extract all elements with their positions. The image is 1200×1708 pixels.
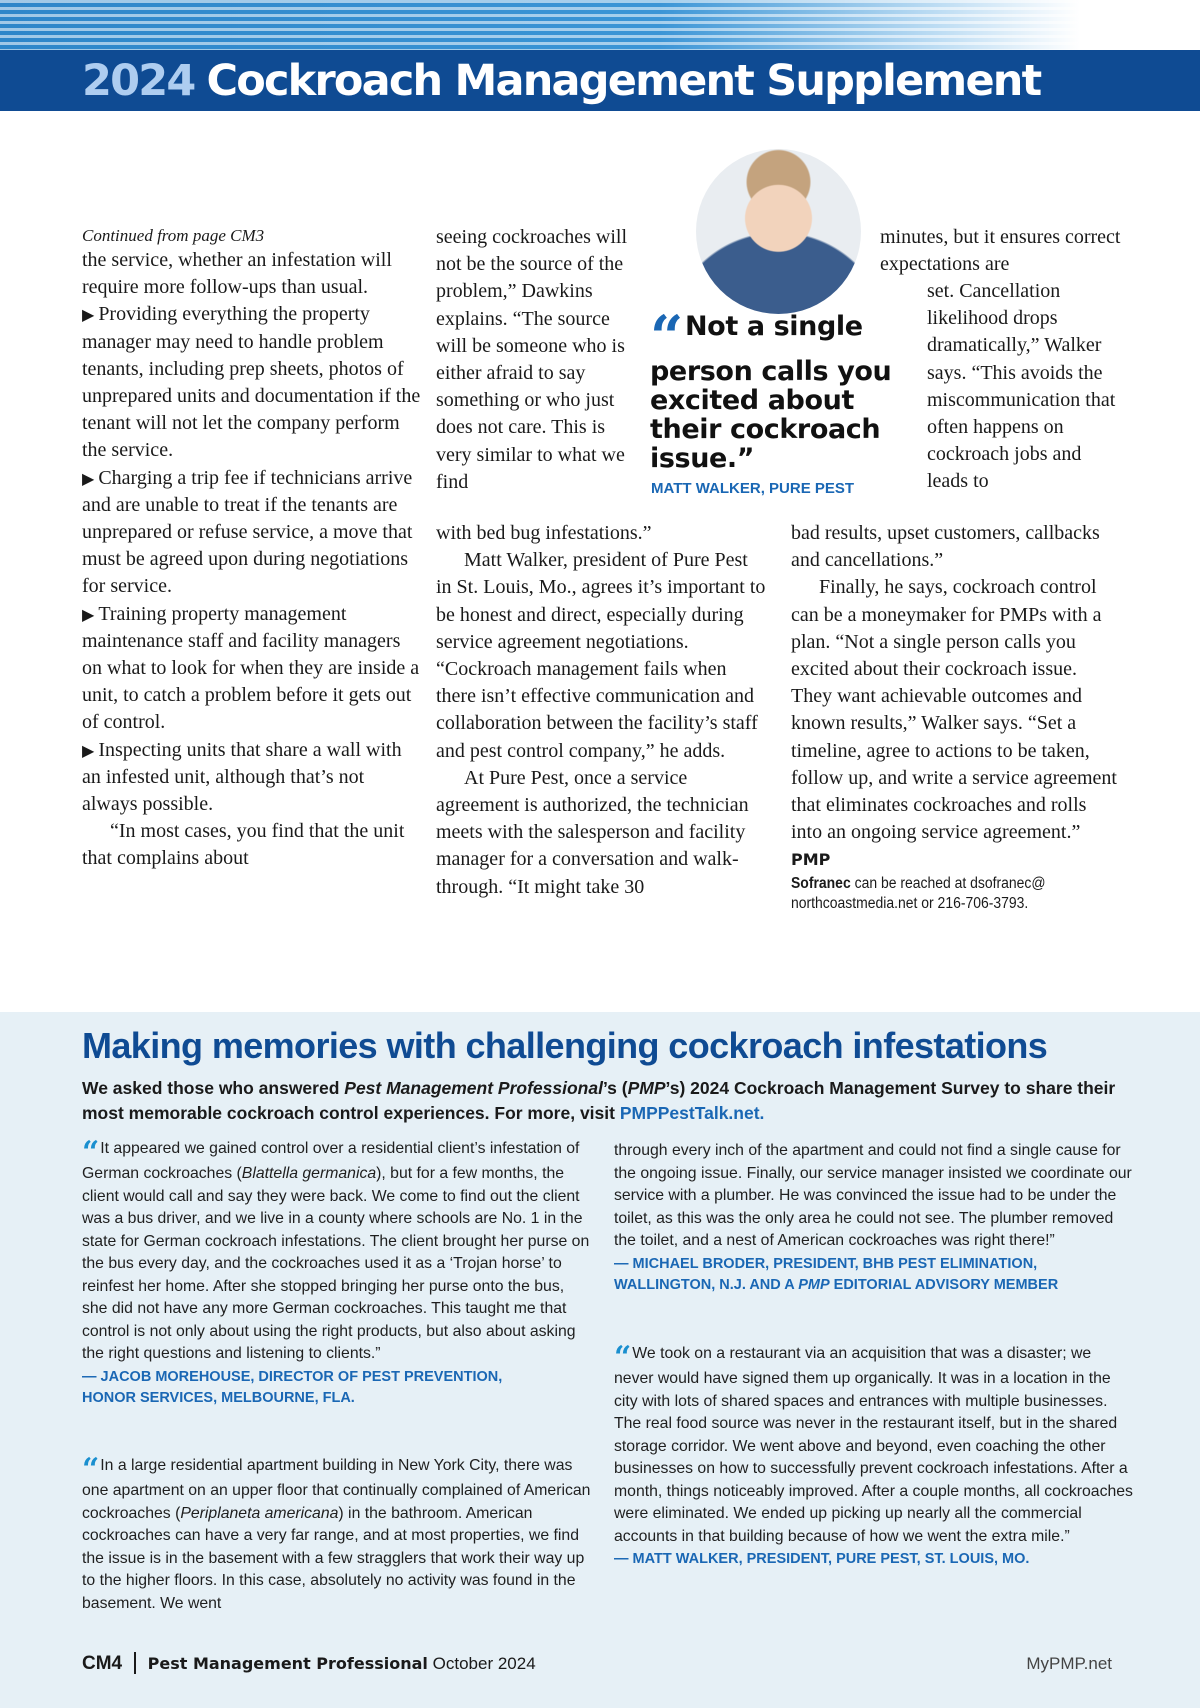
footer-divider: [134, 1652, 136, 1674]
quote-mark-icon: “: [650, 303, 683, 371]
quote-mark-icon: “: [82, 1452, 100, 1487]
bullet-item: ▶ Providing everything the property manager may need to handle problem tenants, including prep sheets, photos of unprepared units and documentation if the tenant will not let the company perform the service.: [82, 303, 421, 462]
paragraph: At Pure Pest, once a service agreement is authorized, the technician meets with the salesperson and facility manager for a conversation and walk-through. “It might take 30: [436, 766, 749, 898]
paragraph: with bed bug infestations.”: [436, 522, 652, 544]
contact-line: Sofranec can be reached at dsofranec@ northcoastmedia.net or 216-706-3793.: [791, 874, 1046, 912]
quote-mark-icon: “: [614, 1340, 632, 1375]
article-column-3-wrap: set. Cancellation likelihood drops dramatically,” Walker says. “This avoids the miscommunication that often happens on cockroach jobs and leads to: [927, 280, 1116, 493]
survey-quote-3: [614, 1340, 1134, 1570]
pull-quote-text: Not a single person calls you excited about their cockroach issue.”: [650, 311, 892, 474]
sidebar-title: Making memories with challenging cockroach infestations: [82, 1025, 1048, 1066]
bullet-arrow-icon: ▶: [82, 305, 95, 325]
quote-attribution: — MICHAEL BRODER, PRESIDENT, BHB PEST ELIMINATION, WALLINGTON, N.J. AND A PMP EDITORIAL ADVISORY MEMBER: [614, 1255, 1059, 1293]
title-text: Cockroach Management Supplement: [206, 56, 1041, 106]
paragraph: “In most cases, you find that the unit that complains about: [82, 820, 405, 870]
page-number: CM4: [82, 1653, 123, 1674]
title-year: 2024: [82, 56, 195, 106]
portrait-photo: [696, 149, 861, 314]
survey-quote-2: [82, 1452, 592, 1615]
article-column-2-top: seeing cockroaches will not be the source of the problem,” Dawkins explains. “The source will be someone who is either afraid to say something or who just does not care. This is very similar to what we find: [436, 226, 628, 493]
article-column-2: [436, 520, 766, 901]
bullet-arrow-icon: ▶: [82, 468, 95, 488]
paragraph: Matt Walker, president of Pure Pest in St. Louis, Mo., agrees it’s important to be honest and direct, especially during service agreement negotiations. “Cockroach management fails when there isn’t effective communication and collaboration between the facility’s staff and pest control company,” he adds.: [436, 549, 766, 762]
pull-quote-attribution: MATT WALKER, PURE PEST: [651, 480, 855, 497]
magazine-name: Pest Management Professional: [147, 1654, 428, 1673]
quote-mark-icon: “: [82, 1135, 100, 1170]
quote-text: “In a large residential apartment building in New York City, there was one apartment on an upper floor that continually complained of American cockroaches (Periplaneta americana) in the bathroom. American cockroaches can have a very far range, and at most properties, we find the issue is in the basement with a few stragglers that work their way up to the higher floors. In this case, absolutely no activity was found in the basement. We went: [82, 1452, 591, 1612]
issue-date: October 2024: [432, 1654, 536, 1673]
footer-site[interactable]: MyPMP.net: [1026, 1654, 1112, 1673]
quote-text: “It appeared we gained control over a residential client’s infestation of German cockroaches (Blattella germanica), but for a few months, the client would call and say they were back. We come to find out the client was a bus driver, and we live in a county where schools are No. 1 in the state for German cockroach infestations. The client brought her purse on the bus every day, and the cockroaches used it as a ‘Trojan horse’ to reinfest her home. After she stopped bringing her purse onto the bus, she did not have any more German cockroaches. This taught me that control is not only about using the right products, but also about asking the right questions and listening to clients.”: [82, 1135, 590, 1362]
quote-text: through every inch of the apartment and could not find a single cause for the ongoing issue. Finally, our service manager insisted we coordinate our service with a plumber. He was convinced the issue had to be under the toilet, as this was the only area he could not see. The plumber removed the toilet, and a nest of American cockroaches was right there!”: [614, 1142, 1132, 1249]
bullet-item: ▶ Inspecting units that share a wall with an infested unit, although that’s not always possible.: [82, 738, 402, 816]
article-column-1: [82, 224, 422, 873]
survey-quote-1: [82, 1135, 592, 1409]
bullet-item: ▶ Charging a trip fee if technicians arrive and are unable to treat if the tenants are unprepared or refuse service, a move that must be agreed upon during negotiations for service.: [82, 466, 413, 598]
footer: [82, 1652, 536, 1675]
sidebar-link[interactable]: PMPPestTalk.net.: [619, 1103, 765, 1123]
quote-attribution: — JACOB MOREHOUSE, DIRECTOR OF PEST PREVENTION, HONOR SERVICES, MELBOURNE, FLA.: [82, 1368, 503, 1406]
header-stripes: [0, 0, 1200, 50]
pull-quote: [650, 303, 910, 474]
paragraph: Finally, he says, cockroach control can be a moneymaker for PMPs with a plan. “Not a single person calls you excited about their cockroach issue. They want achievable outcomes and known results,” Walker says. “Set a timeline, agree to actions to be taken, follow up, and write a service agreement that eliminates cockroaches and rolls into an ongoing service agreement.” PMP: [791, 576, 1117, 870]
bullet-item: ▶ Training property management maintenance staff and facility managers on what to look for when they are inside a unit, to catch a problem before it gets out of control.: [82, 602, 420, 734]
paragraph: the service, whether an infestation will require more follow-ups than usual.: [82, 249, 392, 299]
bullet-arrow-icon: ▶: [82, 604, 95, 624]
article-column-3: [791, 520, 1121, 914]
survey-quote-2-continued: [614, 1140, 1134, 1296]
bullet-arrow-icon: ▶: [82, 740, 95, 760]
paragraph: bad results, upset customers, callbacks and cancellations.”: [791, 522, 1100, 572]
continued-note: Continued from page CM3: [82, 226, 265, 245]
quote-attribution: — MATT WALKER, PRESIDENT, PURE PEST, ST. LOUIS, MO.: [614, 1551, 1030, 1567]
end-mark: PMP: [791, 850, 831, 870]
article-column-3-top: minutes, but it ensures correct expectations are: [880, 226, 1121, 276]
quote-text: “We took on a restaurant via an acquisition that was a disaster; we never would have signed them up organically. It was in a location in the city with lots of shared spaces and entrances with multiple businesses. The real food source was never in the restaurant itself, but in the shared storage corridor. We went above and beyond, even coaching the other businesses on how to successfully prevent cockroach infestations. After a month, things noticeably improved. After a couple months, all cockroaches were eliminated. We ended up picking up nearly all the commercial accounts in that building because of how we went the extra mile.”: [614, 1340, 1133, 1545]
page-title: [82, 52, 1040, 110]
sidebar-intro: We asked those who answered Pest Management Professional’s (PMP’s) 2024 Cockroach Management Survey to share their most memorable cockroach control experiences. For more, visit PMPPestTalk.net.: [82, 1078, 1116, 1123]
